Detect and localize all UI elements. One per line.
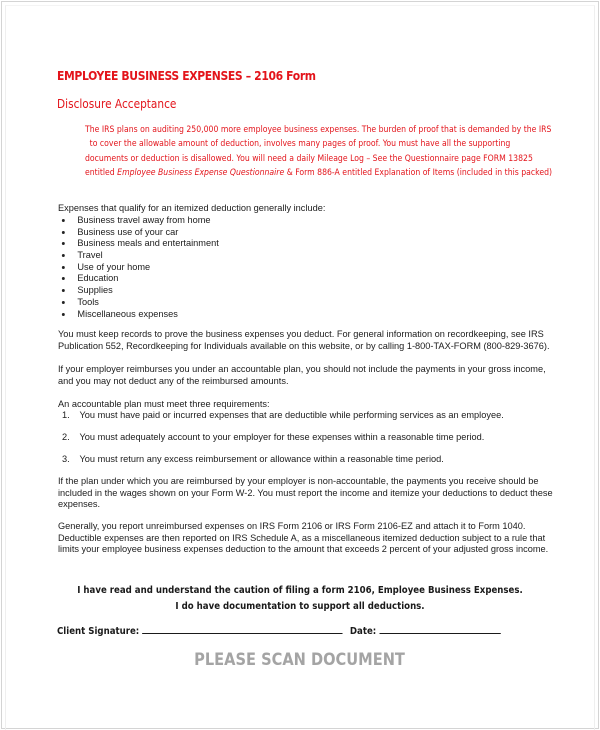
list-item-text: Business travel away from home <box>77 215 211 226</box>
paragraph-line: If the plan under which you are reimbursed by your employer is non-accountable, the payments you receive should be <box>58 476 539 487</box>
questionnaire-title: Employee Business Expense Questionnaire <box>117 167 285 178</box>
requirement-text: You must have paid or incurred expenses that are deductible while performing services as an employee. <box>79 410 504 421</box>
expenses-list <box>58 215 219 320</box>
paragraph-line: Deductible expenses are then reported on IRS Schedule A, as a miscellaneous itemized deduction subject to a rule that <box>58 532 546 544</box>
list-item-text: Business meals and entertainment <box>77 238 219 250</box>
scan-notice-text: PLEASE SCAN DOCUMENT <box>194 650 406 670</box>
list-item-text: Use of your home <box>77 261 151 273</box>
list-item-text: Business use of your car <box>77 226 179 238</box>
list-item <box>58 238 219 250</box>
requirement-number: 1. <box>62 410 70 421</box>
records-paragraph <box>58 329 550 352</box>
requirement-number: 3. <box>62 454 70 465</box>
non-accountable-paragraph <box>58 476 553 511</box>
warning-line: to cover the allowable amount of deduction, involves many pages of proof. You must have all the supporting <box>89 139 511 150</box>
warning-prefix: entitled <box>85 167 118 178</box>
list-item-text: Tools <box>77 296 99 308</box>
list-item <box>58 309 219 321</box>
bullet-icon <box>62 254 65 257</box>
bullet-icon <box>62 289 65 292</box>
requirement-text: You must return any excess reimbursement or allowance within a reasonable time period. <box>79 454 444 465</box>
requirements-intro: An accountable plan must meet three requirements: <box>58 399 270 410</box>
requirement-item <box>62 432 484 444</box>
requirement-item <box>62 410 504 422</box>
list-item-text: Education <box>77 273 119 285</box>
bullet-icon <box>62 219 65 222</box>
list-item <box>58 273 219 285</box>
warning-line: The IRS plans on auditing 250,000 more employee business expenses. The burden of proof that is demanded by the IRS <box>85 125 552 135</box>
paragraph-line: If your employer reimburses you under an accountable plan, you should not include the payments in your gross income, <box>58 364 546 375</box>
paragraph-line: You must keep records to prove the business expenses you deduct. For general information on recordkeeping, see IRS <box>58 329 544 340</box>
acknowledgement-line: I do have documentation to support all deductions. <box>175 600 425 612</box>
generally-paragraph <box>58 521 548 556</box>
list-item <box>58 262 219 274</box>
list-item <box>58 285 219 297</box>
requirement-text: You must adequately account to your employer for these expenses within a reasonable time period. <box>79 432 485 443</box>
requirement-number: 2. <box>62 432 70 443</box>
list-item <box>58 250 219 262</box>
irs-warning-paragraph <box>50 123 553 180</box>
list-item-text: Travel <box>77 250 103 262</box>
warning-line: documents or deduction is disallowed. You will need a daily Mileage Log – See the Questionnaire page FORM 13825 <box>85 153 533 164</box>
paragraph-line: included in the wages shown on your Form W-2. You must report the income and itemize your deductions to deduct these <box>58 487 553 499</box>
list-item-text: Miscellaneous expenses <box>77 308 178 320</box>
paragraph-line: Generally, you report unreimbursed expenses on IRS Form 2106 or IRS Form 2106-EZ and attach it to Form 1040. <box>58 521 526 532</box>
paragraph-line: Publication 552, Recordkeeping for Individuals available on this website, or by calling 1-800-TAX-FORM (800-829-3676). <box>58 340 550 352</box>
bullet-icon <box>62 242 65 245</box>
acknowledgement-statement <box>0 583 600 614</box>
date-label: Date: <box>349 626 377 637</box>
client-signature-label: Client Signature: <box>57 626 140 637</box>
bullet-icon <box>62 301 65 304</box>
bullet-icon <box>62 313 65 316</box>
document-subtitle: Disclosure Acceptance <box>57 97 177 111</box>
warning-line <box>85 166 553 180</box>
list-item-text: Supplies <box>77 285 113 297</box>
acknowledgement-line: I have read and understand the caution of filing a form 2106, Employee Business Expenses. <box>77 585 523 596</box>
list-item <box>58 297 219 309</box>
paragraph-line: and you may not deduct any of the reimbursed amounts. <box>58 375 289 387</box>
signature-row <box>57 624 501 637</box>
bullet-icon <box>62 266 65 269</box>
warning-suffix: & Form 886-A entitled Explanation of Items (included in this packed) <box>284 167 553 178</box>
document-title: EMPLOYEE BUSINESS EXPENSES – 2106 Form <box>57 69 316 83</box>
list-item <box>58 227 219 239</box>
client-signature-field[interactable] <box>142 624 342 634</box>
scan-notice <box>0 650 600 670</box>
date-field[interactable] <box>379 624 500 634</box>
bullet-icon <box>62 277 65 280</box>
reimburse-paragraph <box>58 364 546 387</box>
paragraph-line: expenses. <box>58 499 101 510</box>
paragraph-line: limits your employee business expenses deduction to the amount that exceeds 2 percent of your adjusted gross income. <box>58 544 549 555</box>
list-item <box>58 215 219 227</box>
expenses-intro: Expenses that qualify for an itemized deduction generally include: <box>58 203 326 214</box>
bullet-icon <box>62 231 65 234</box>
requirement-item <box>62 454 444 466</box>
